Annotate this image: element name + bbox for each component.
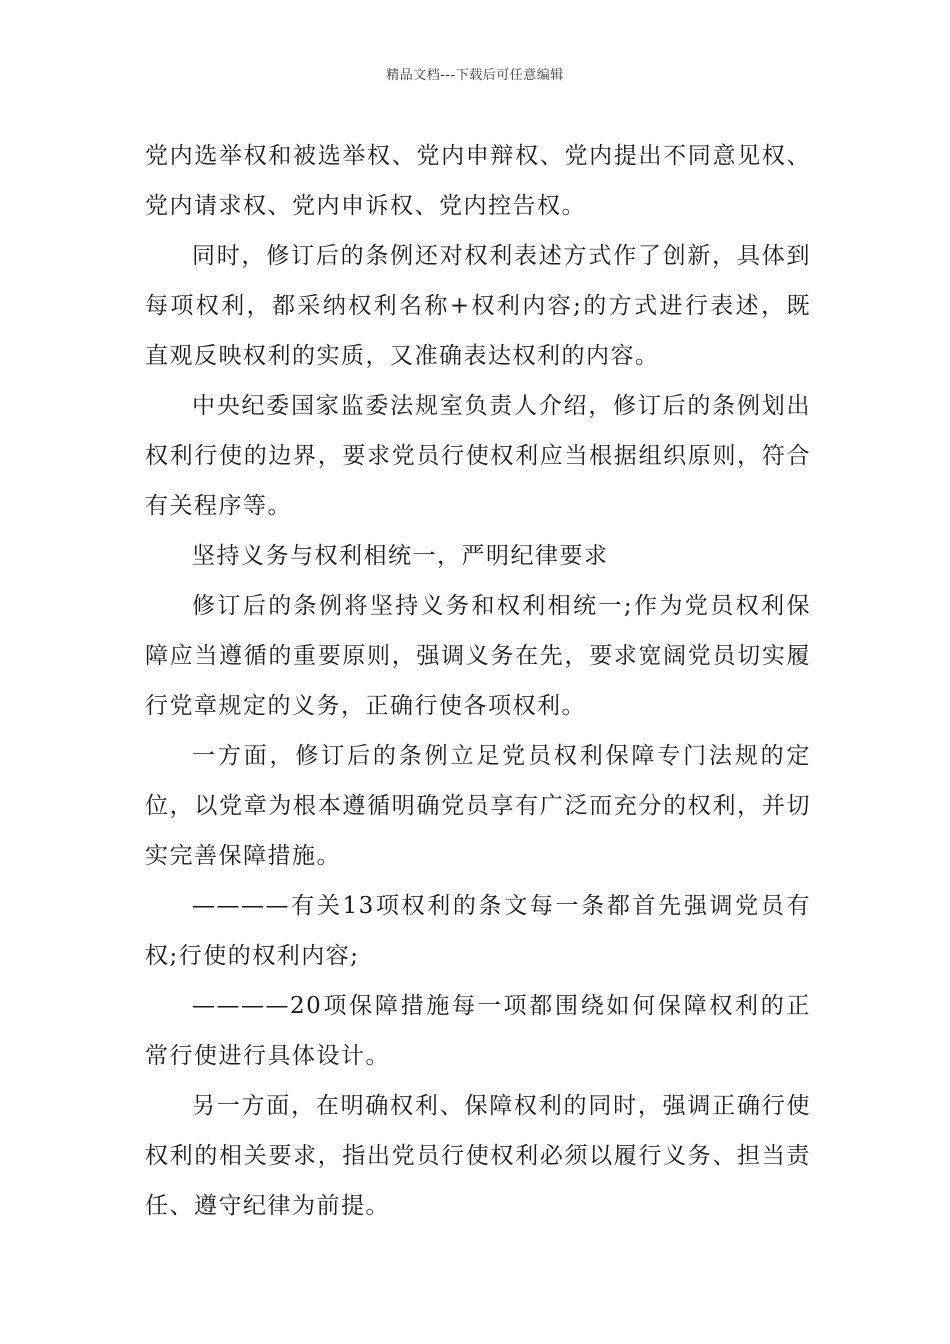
paragraph-5: 一方面，修订后的条例立足党员权利保障专门法规的定位，以党章为根本遵循明确党员享有广泛而充分的权利，并切实完善保障措施。 [145, 743, 811, 869]
paragraph-7: ————20项保障措施每一项都围绕如何保障权利的正常行使进行具体设计。 [145, 993, 811, 1069]
paragraph-8: 另一方面，在明确权利、保障权利的同时，强调正确行使权利的相关要求，指出党员行使权利必须以履行义务、担当责任、遵守纪律为前提。 [145, 1093, 811, 1219]
paragraph-1: 党内选举权和被选举权、党内申辩权、党内提出不同意见权、党内请求权、党内申诉权、党内控告权。 [145, 143, 811, 219]
paragraph-2: 同时，修订后的条例还对权利表述方式作了创新，具体到每项权利，都采纳权利名称+权利内容;的方式进行表述，既直观反映权利的实质，又准确表达权利的内容。 [145, 243, 811, 369]
page-header: 精品文档---下载后可任意编辑 [386, 68, 564, 83]
paragraph-6: ————有关13项权利的条文每一条都首先强调党员有权;行使的权利内容; [145, 893, 811, 969]
paragraph-4: 修订后的条例将坚持义务和权利相统一;作为党员权利保障应当遵循的重要原则，强调义务在先，要求宽阔党员切实履行党章规定的义务，正确行使各项权利。 [145, 593, 811, 719]
section-heading: 坚持义务与权利相统一，严明纪律要求 [192, 543, 609, 569]
document-body [145, 131, 811, 1231]
paragraph-3: 中央纪委国家监委法规室负责人介绍，修订后的条例划出权利行使的边界，要求党员行使权利应当根据组织原则，符合有关程序等。 [145, 393, 811, 519]
